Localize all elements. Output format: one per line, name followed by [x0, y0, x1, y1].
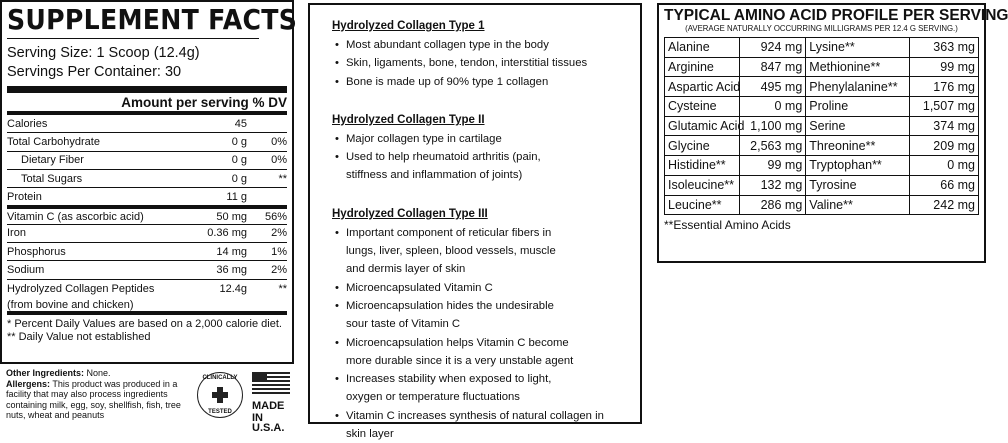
nutrient-row-protein [7, 188, 287, 206]
amino-name: Arginine [665, 57, 740, 77]
section-heading: Hydrolyzed Collagen Type II [332, 113, 485, 126]
amino-value: 176 mg [909, 77, 978, 97]
list-item: • Increases stability when exposed to light, oxygen or temperature fluctuations [332, 370, 620, 407]
amino-name: Leucine** [665, 195, 740, 215]
nutrient-amount: 50 mg [216, 210, 247, 223]
collagen-section-type-3 [332, 206, 620, 443]
list-item: • Important component of reticular fibers in lungs, liver, spleen, blood vessels, muscle and dermis layer of skin [332, 224, 620, 279]
nutrient-row-phosphorus [7, 243, 287, 261]
allergens [6, 379, 194, 421]
other-ingredients [6, 368, 194, 379]
other-ingredients-block [6, 368, 194, 421]
section-heading: Hydrolyzed Collagen Type III [332, 207, 488, 220]
allergens-value: This product was produced in a facility that may also process ingredients containing milk, egg, soy, shellfish, fish, tree nuts, wheat and peanuts [6, 378, 181, 421]
amino-value: 0 mg [909, 156, 978, 176]
nutrient-name: Vitamin C (as ascorbic acid) [7, 210, 144, 223]
table-row [665, 175, 979, 195]
nutrient-name: Sodium [7, 264, 45, 277]
amino-name: Aspartic Acid [665, 77, 740, 97]
amino-name: Alanine [665, 38, 740, 58]
amino-name: Isoleucine** [665, 175, 740, 195]
section-heading: Hydrolyzed Collagen Type 1 [332, 20, 485, 32]
amino-name: Threonine** [806, 136, 910, 156]
list-item: • Most abundant collagen type in the body [332, 36, 620, 54]
nutrient-name: Dietary Fiber [21, 154, 84, 167]
nutrient-dv: 0% [271, 154, 287, 167]
amino-name: Tyrosine [806, 175, 910, 195]
nutrient-row-sodium [7, 261, 287, 279]
medical-cross-icon [212, 387, 228, 403]
table-row [665, 195, 979, 215]
amino-acid-panel [657, 3, 1008, 263]
nutrient-row-total-carbohydrate [7, 133, 287, 151]
supplement-facts-panel [0, 0, 298, 364]
amino-value: 374 mg [909, 116, 978, 136]
servings-per-container: Servings Per Container: 30 [7, 64, 182, 80]
nutrient-dv: 1% [271, 245, 287, 258]
nutrient-name: Calories [7, 117, 48, 130]
nutrient-row-calories [7, 115, 287, 133]
amino-name: Valine** [806, 195, 910, 215]
peptides-source: (from bovine and chicken) [7, 298, 287, 315]
amino-value: 1,507 mg [909, 97, 978, 117]
amino-value: 66 mg [909, 175, 978, 195]
nutrient-name: Total Carbohydrate [7, 135, 100, 148]
other-ingredients-value: None. [84, 368, 111, 378]
nutrient-dv: 2% [271, 227, 287, 240]
nutrient-amount: 36 mg [216, 264, 247, 277]
amino-name: Lysine** [806, 38, 910, 58]
made-label: MADE [252, 400, 285, 412]
nutrient-amount: 0 g [231, 135, 247, 148]
nutrient-dv: 56% [264, 210, 287, 223]
amino-name: Serine [806, 116, 910, 136]
amount-per-serving-label: Amount per serving % DV [121, 95, 287, 110]
nutrient-dv: ** [278, 282, 287, 295]
list-item: • Microencapsulation helps Vitamin C become more durable since it is a very unstable agent [332, 334, 620, 371]
amino-name: Proline [806, 97, 910, 117]
table-row [665, 97, 979, 117]
allergens-label: Allergens: [6, 378, 51, 389]
table-row [665, 38, 979, 58]
collagen-types-panel [308, 3, 642, 441]
nutrient-row-collagen-peptides [7, 280, 287, 298]
table-row [665, 116, 979, 136]
collagen-section-type-1 [332, 18, 620, 91]
list-item: • Used to help rheumatoid arthritis (pain, stiffness and inflammation of joints) [332, 148, 620, 185]
other-ingredients-label: Other Ingredients: [6, 368, 85, 378]
nutrient-dv: 2% [271, 264, 287, 277]
amino-name: Tryptophan** [806, 156, 910, 176]
supplement-facts-title: SUPPLEMENT FACTS [7, 2, 259, 39]
in-usa-label: IN U.S.A. [252, 412, 285, 434]
nutrient-name: Protein [7, 190, 42, 203]
nutrient-amount: 0 g [231, 154, 247, 167]
nutrient-amount: 45 [234, 117, 247, 130]
nutrient-amount: 11 g [226, 190, 247, 203]
nutrient-row-total-sugars [7, 170, 287, 188]
amino-name: Glycine [665, 136, 740, 156]
amino-name: Histidine** [665, 156, 740, 176]
list-item: • Microencapsulation hides the undesirable sour taste of Vitamin C [332, 297, 620, 334]
dv-footnote: * Percent Daily Values are based on a 2,000 calorie diet. [7, 317, 282, 330]
amino-name: Glutamic Acid [665, 116, 740, 136]
nutrient-amount: 14 mg [216, 245, 247, 258]
nutrient-row-dietary-fiber [7, 152, 287, 170]
table-row [665, 57, 979, 77]
amino-value: 0 mg [740, 97, 806, 117]
list-item: • Bone is made up of 90% type 1 collagen [332, 73, 620, 91]
thick-divider [7, 86, 287, 93]
nutrient-amount: 12.4g [219, 282, 247, 295]
amino-value: 286 mg [740, 195, 806, 215]
us-flag-icon [252, 372, 290, 394]
clinically-label: CLINICALLY [202, 375, 238, 381]
amount-per-serving-header [7, 93, 287, 115]
nutrient-dv: 0% [271, 135, 287, 148]
amino-value: 209 mg [909, 136, 978, 156]
amino-value: 924 mg [740, 38, 806, 58]
amino-value: 363 mg [909, 38, 978, 58]
essential-amino-footnote: **Essential Amino Acids [664, 218, 791, 233]
nutrient-name: Phosphorus [7, 245, 66, 258]
list-item: • Skin, ligaments, bone, tendon, interstitial tissues [332, 54, 620, 72]
nutrient-amount: 0.36 mg [207, 227, 247, 240]
list-item: • Vitamin C increases synthesis of natural collagen in skin layer [332, 407, 620, 443]
amino-acid-table [664, 37, 979, 215]
tested-label: TESTED [208, 409, 232, 415]
table-row [665, 156, 979, 176]
amino-name: Cysteine [665, 97, 740, 117]
amino-value: 99 mg [909, 57, 978, 77]
amino-subtitle: (AVERAGE NATURALLY OCCURRING MILLIGRAMS PER 12.4 G SERVING.) [685, 24, 958, 33]
amino-value: 495 mg [740, 77, 806, 97]
nutrient-name: Total Sugars [21, 172, 83, 185]
collagen-section-type-2 [332, 112, 620, 185]
amino-value: 2,563 mg [740, 136, 806, 156]
amino-value: 99 mg [740, 156, 806, 176]
nutrient-name: Iron [7, 227, 26, 240]
clinically-tested-badge [197, 372, 243, 418]
nutrient-row-vitamin-c [7, 206, 287, 224]
made-in-usa-badge [252, 372, 292, 433]
amino-value: 242 mg [909, 195, 978, 215]
table-row [665, 77, 979, 97]
table-row [665, 136, 979, 156]
amino-name: Methionine** [806, 57, 910, 77]
amino-title: TYPICAL AMINO ACID PROFILE PER SERVING [664, 7, 1008, 24]
serving-size: Serving Size: 1 Scoop (12.4g) [7, 45, 200, 61]
amino-value: 132 mg [740, 175, 806, 195]
list-item: • Microencapsulated Vitamin C [332, 279, 620, 297]
nutrient-amount: 0 g [231, 172, 247, 185]
amino-value: 847 mg [740, 57, 806, 77]
dv-not-established-footnote: ** Daily Value not established [7, 330, 151, 343]
nutrient-dv: ** [278, 172, 287, 185]
list-item: • Major collagen type in cartilage [332, 130, 620, 148]
amino-value: 1,100 mg [740, 116, 806, 136]
nutrient-row-iron [7, 225, 287, 243]
amino-name: Phenylalanine** [806, 77, 910, 97]
nutrient-name: Hydrolyzed Collagen Peptides [7, 282, 155, 295]
